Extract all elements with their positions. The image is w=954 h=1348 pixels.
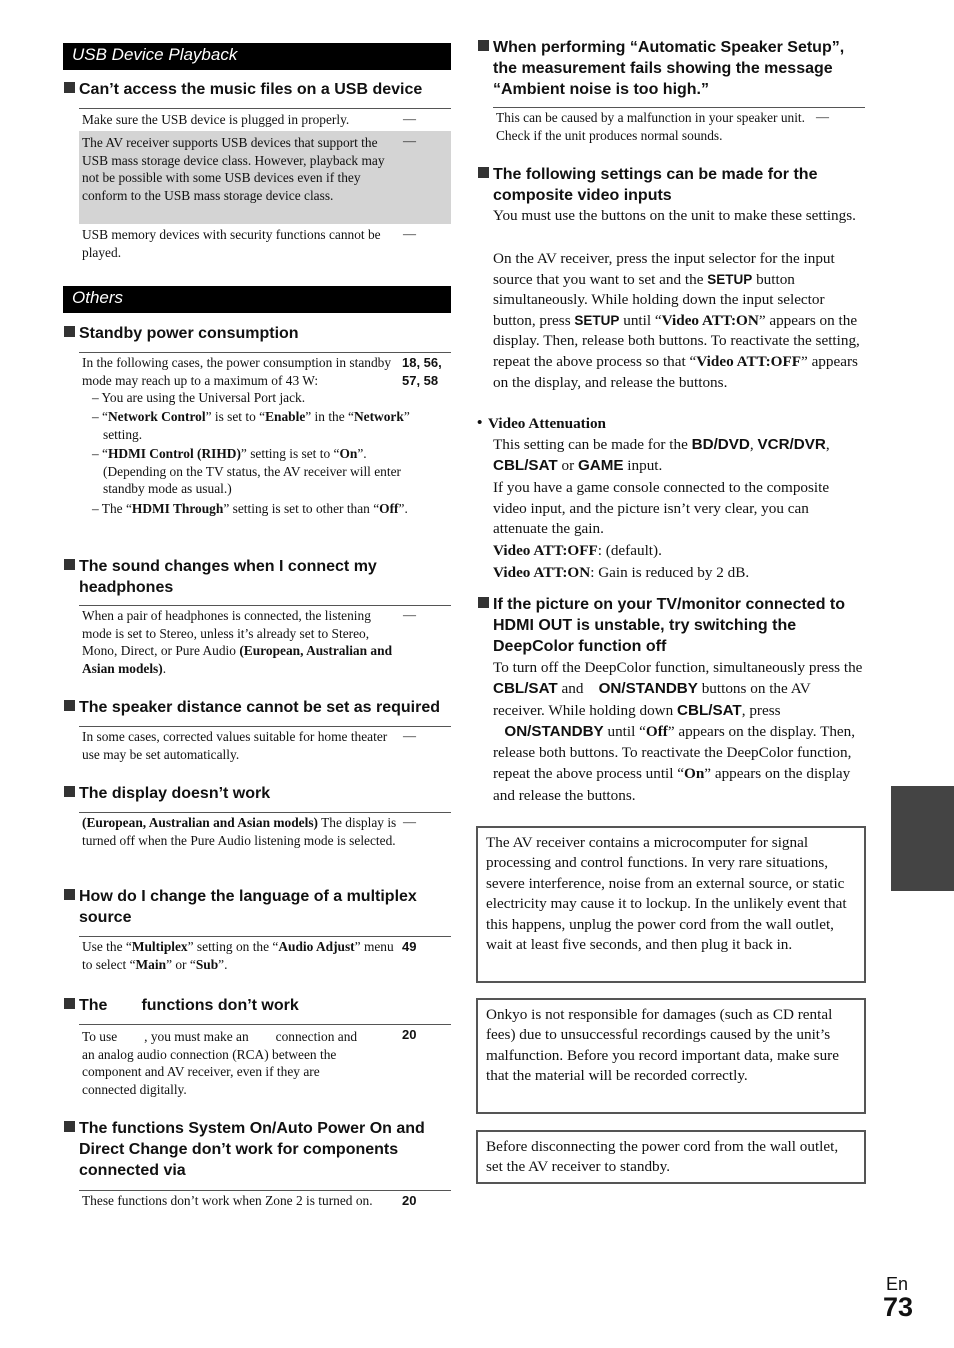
question-speaker-distance: The speaker distance cannot be set as required (64, 697, 459, 718)
no-page-ref: — (816, 109, 829, 124)
no-page-ref: — (403, 814, 416, 829)
square-bullet-icon (64, 889, 75, 900)
question-composite: The following settings can be made for the composite video inputs (478, 164, 868, 206)
square-bullet-icon (478, 167, 489, 178)
square-bullet-icon (64, 998, 75, 1009)
page-ref: 20 (402, 1193, 417, 1208)
divider (79, 812, 451, 813)
note-box-disclaimer: Onkyo is not responsible for damages (such as CD rental fees) due to unsuccessful recordings caused by the unit’s malfunction. Before you record important data, make sure that the material will be recorded correctly. (476, 998, 866, 1114)
page-ref: 49 (402, 939, 417, 954)
question-ambient-noise: When performing “Automatic Speaker Setup”, the measurement fails showing the message “Ambient noise is too high.” (478, 37, 868, 100)
divider (79, 936, 451, 937)
no-page-ref: — (403, 111, 416, 126)
question-functions: The functions don’t work (64, 995, 454, 1016)
answer-usb-3: USB memory devices with security functions cannot be played. (82, 227, 381, 260)
answer-headphones: When a pair of headphones is connected, the listening mode is set to Stereo, unless it’s already set to Stereo, Mono, Direct, or Pure Audio (European, Australian and Asian models). (82, 608, 393, 676)
video-attenuation-title: Video Attenuation (488, 415, 606, 432)
page-ref: 57, 58 (402, 373, 439, 388)
composite-text-2: On the AV receiver, press the input selector for the input source that you want to set and the SETUP button simultaneously. While holding down the input selector button, press SETUP until “Video ATT:ON” appears on the display. Then, release both buttons. To reactivate the setting, repeat the above process so that “Video ATT:OFF” appears on the display, and release the buttons. (493, 250, 860, 391)
no-page-ref: — (403, 133, 416, 148)
answer-multiplex: Use the “Multiplex” setting on the “Audio Adjust” menu to select “Main” or “Sub”. (82, 939, 394, 972)
answer-functions: To use , you must make an connection and an analog audio connection (RCA) between the component and AV receiver, even if they are connected digitally. (82, 1029, 358, 1097)
answer-standby-item-4: – The “HDMI Through” setting is set to other than “Off”. (92, 501, 408, 516)
bullet: • (477, 414, 483, 431)
answer-speaker-distance: In some cases, corrected values suitable for home theater use may be set automatically. (82, 729, 388, 762)
square-bullet-icon (478, 597, 489, 608)
square-bullet-icon (64, 786, 75, 797)
video-att-off: Video ATT:OFF: (default). (493, 542, 662, 559)
language-label: En (886, 1274, 909, 1294)
answer-usb-2: The AV receiver supports USB devices that support the USB mass storage device class. However, playback may not be possible with some USB devices even if they conform to the USB mass storage device class. (82, 135, 385, 203)
answer-system-on: These functions don’t work when Zone 2 is turned on. (82, 1193, 373, 1208)
square-bullet-icon (64, 326, 75, 337)
question-multiplex: How do I change the language of a multiplex source (64, 886, 454, 928)
divider (79, 605, 451, 606)
others-title: Others (72, 288, 124, 307)
square-bullet-icon (64, 1121, 75, 1132)
video-att-on: Video ATT:ON: Gain is reduced by 2 dB. (493, 564, 750, 581)
question-headphones: The sound changes when I connect my headphones (64, 556, 454, 598)
usb-title: USB Device Playback (72, 45, 238, 64)
note-box-standby: Before disconnecting the power cord from the wall outlet, set the AV receiver to standby. (476, 1130, 866, 1184)
no-page-ref: — (403, 226, 416, 241)
question-usb-access: Can’t access the music files on a USB device (64, 79, 454, 100)
divider (79, 1024, 451, 1025)
square-bullet-icon (64, 700, 75, 711)
question-hdmi-deepcolor: If the picture on your TV/monitor connected to HDMI OUT is unstable, try switching the DeepColor function off (478, 594, 868, 657)
answer-standby-intro: In the following cases, the power consumption in standby mode may reach up to a maximum of 43 W: (82, 355, 392, 388)
video-attenuation-text-1: This setting can be made for the BD/DVD, VCR/DVR, CBL/SAT or GAME input. (493, 436, 830, 474)
hdmi-deepcolor-text: To turn off the DeepColor function, simultaneously press the CBL/SAT and ON/STANDBY buttons on the AV receiver. While holding down CBL/SAT, press ON/STANDBY until “Off” appears on the display. Then, release both buttons. To reactivate the DeepColor function, repeat the above process until “On” appears on the display and release the buttons. (493, 659, 863, 804)
answer-standby-item-2: – “Network Control” is set to “Enable” in the “Network” setting. (92, 409, 410, 442)
note-box-microcomputer: The AV receiver contains a microcomputer for signal processing and control functions. In very rare situations, severe interference, noise from an external source, or static electricity may cause it to lockup. In the unlikely event that this happens, unplug the power cord from the wall outlet, wait at least five seconds, and then plug it back in. (476, 826, 866, 983)
divider (79, 108, 451, 109)
square-bullet-icon (64, 559, 75, 570)
answer-standby-item-3: – “HDMI Control (RIHD)” setting is set to “On”. (Depending on the TV status, the AV receiver will enter standby mode as usual.) (92, 446, 401, 497)
divider (79, 1190, 451, 1191)
page-ref: 20 (402, 1027, 417, 1042)
question-system-on: The functions System On/Auto Power On and Direct Change don’t work for components connected via (64, 1118, 454, 1181)
divider (79, 352, 451, 353)
question-display: The display doesn’t work (64, 783, 454, 804)
composite-text-1: You must use the buttons on the unit to make these settings. (493, 207, 856, 224)
answer-standby-item-1: – You are using the Universal Port jack. (92, 390, 306, 405)
answer-usb-1: Make sure the USB device is plugged in properly. (82, 112, 350, 127)
page-ref: 18, 56, (402, 355, 442, 370)
divider (79, 726, 451, 727)
section-title-usb (63, 43, 451, 70)
answer-display: (European, Australian and Asian models) The display is turned off when the Pure Audio listening mode is selected. (82, 815, 397, 848)
no-page-ref: — (403, 607, 416, 622)
chapter-tab (891, 786, 954, 891)
square-bullet-icon (64, 82, 75, 93)
question-standby: Standby power consumption (64, 323, 454, 344)
page-number: 73 (883, 1292, 914, 1322)
divider (493, 107, 865, 108)
square-bullet-icon (478, 40, 489, 51)
section-title-others (63, 286, 451, 313)
answer-ambient-noise: This can be caused by a malfunction in your speaker unit. Check if the unit produces normal sounds. (496, 110, 806, 143)
no-page-ref: — (403, 728, 416, 743)
video-attenuation-text-2: If you have a game console connected to the composite video input, and the picture isn’t very clear, you can attenuate the gain. (493, 479, 830, 538)
